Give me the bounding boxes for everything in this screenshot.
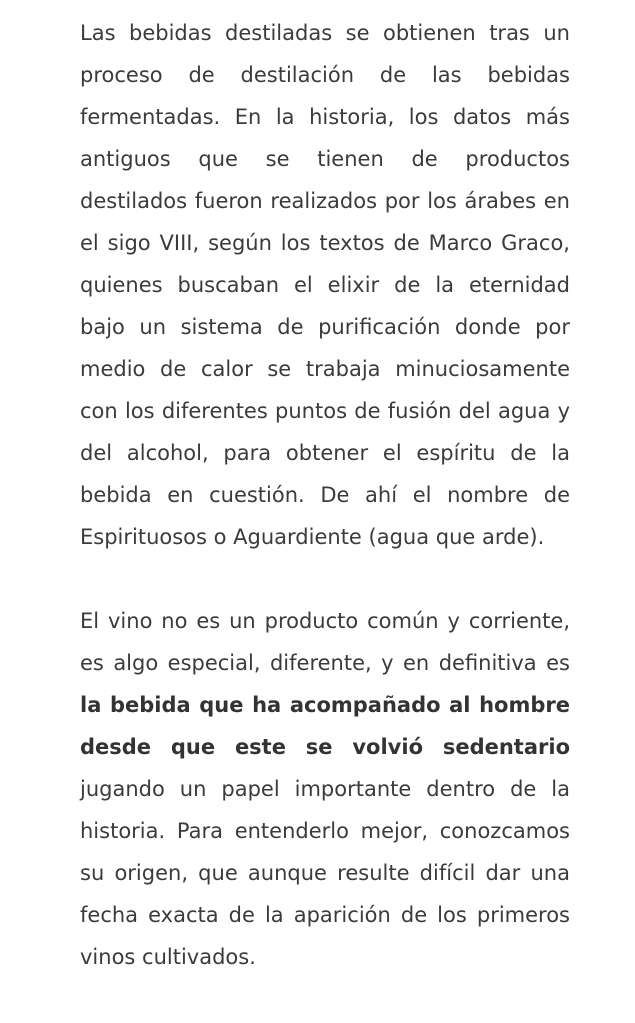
paragraph-vino-bold-text: la bebida que ha acompañado al hombre desde que este se volvió sedentario xyxy=(80,693,570,759)
paragraph-destiladas: Las bebidas destiladas se obtienen tras un proceso de destilación de las bebidas fermentadas. En la historia, los datos más antiguos que se tienen de productos destilados fueron realizados por los árabes en el sigo VIII, según los textos de Marco Graco, quienes buscaban el elixir de la eternidad bajo un sistema de purificación donde por medio de calor se trabaja minuciosamente con los diferentes puntos de fusión del agua y del alcohol, para obtener el espíritu de la bebida en cuestión. De ahí el nombre de Espirituosos o Aguardiente (agua que arde). xyxy=(80,21,570,549)
paragraph-vino-text-start: El vino no es un producto común y corriente, es algo especial, diferente, y en definitiva es xyxy=(80,609,570,675)
paragraph-vino xyxy=(80,600,570,978)
paragraph-vino-text-end: jugando un papel importante dentro de la historia. Para entenderlo mejor, conozcamos su origen, que aunque resulte difícil dar una fecha exacta de la aparición de los primeros vinos cultivados. xyxy=(80,777,570,969)
article-body xyxy=(80,12,570,978)
